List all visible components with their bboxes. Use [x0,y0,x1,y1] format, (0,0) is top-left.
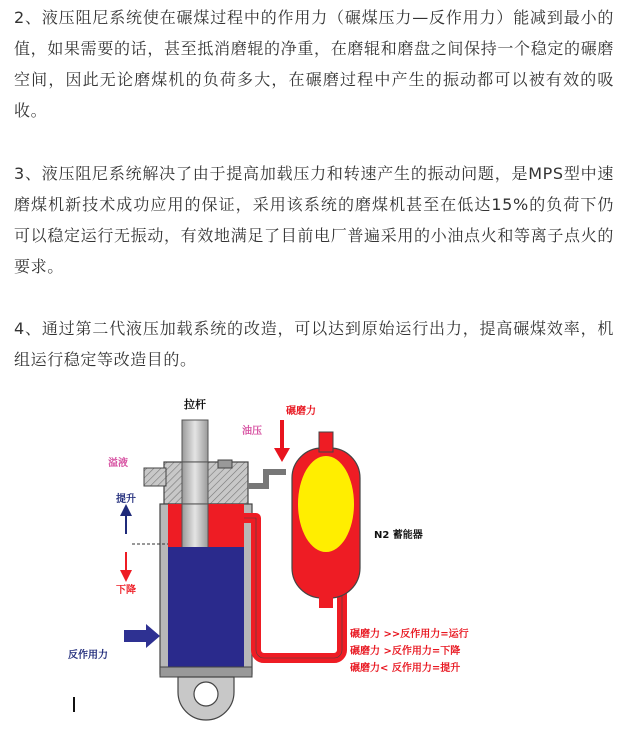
lower-arrow [120,570,132,582]
legend-lowering: 碾磨力 >反作用力=下降 [350,646,461,657]
reaction-force-arrow [124,624,160,648]
label-rod: 拉杆 [184,398,206,411]
paragraph-3: 3、液压阻尼系统解决了由于提高加载压力和转速产生的振动问题，是MPS型中速磨煤机新技术成功应用的保证，采用该系统的磨煤机甚至在低达15%的负荷下仍可以稳定运行无振动，有效地满足了目前电厂普遍采用的小油点火和等离子点火的要求。 [14,164,614,276]
grinding-force-arrow [274,420,290,462]
label-accumulator: N2 蓄能器 [374,530,423,541]
pressure-pipe [248,472,286,486]
lift-arrow [120,504,132,516]
piston [168,547,244,557]
paragraph-2: 2、液压阻尼系统使在碾煤过程中的作用力（碾煤压力—反作用力）能减到最小的值，如果需要的话，甚至抵消磨辊的净重，在磨辊和磨盘之间保持一个稳定的碾磨空间，因此无论磨煤机的负荷多大，在碾磨过程中产生的振动都可以被有效的吸收。 [14,8,614,120]
piston-lower-chamber [168,557,244,667]
label-grinding-force: 碾磨力 [286,406,316,417]
text-cursor [73,697,75,712]
label-overflow: 溢液 [108,458,128,469]
legend-lifting: 碾磨力< 反作用力=提升 [350,663,461,674]
nitrogen-bladder [298,456,354,552]
label-pressure: 油压 [242,426,262,437]
label-reaction-force: 反作用力 [68,650,108,661]
label-lift: 提升 [116,494,136,505]
label-lower: 下降 [116,585,136,596]
paragraph-4: 4、通过第二代液压加载系统的改造，可以达到原始运行出力，提高碾煤效率，机组运行稳定等改造目的。 [14,319,614,369]
legend-running: 碾磨力 >>反作用力=运行 [350,629,469,640]
hydraulic-damping-diagram [60,392,540,732]
